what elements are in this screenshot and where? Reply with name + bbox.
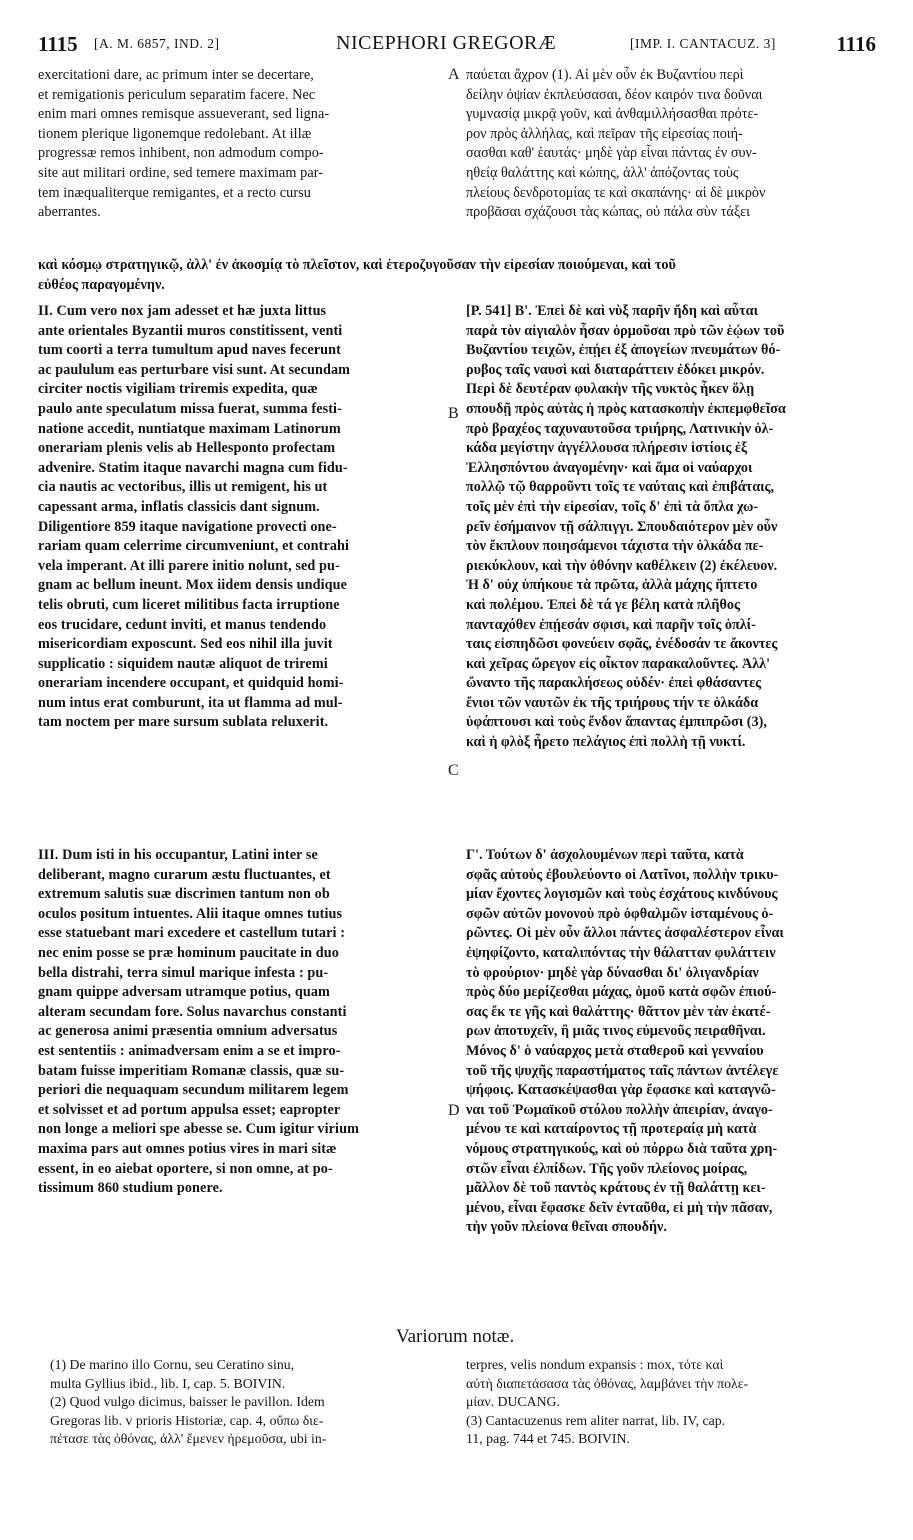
text-line: ρυβος ταῖς ναυσὶ καὶ διαταράττειν ἐδόκει μικρόν. [466, 361, 765, 378]
text-line: rariam quam celerrime circumveniunt, et contrahi [38, 538, 350, 555]
margin-marker-d: D [448, 1102, 460, 1119]
text-line: ἔνιοι τῶν ναυτῶν ἐκ τῆς τριήρους τήν τε ὁλκάδα [466, 694, 759, 711]
text-line: [P. 541] B'. Ἐπεὶ δὲ καὶ νὺξ παρῆν ἤδη καὶ αὗται [466, 303, 758, 319]
text-line: πρὸ βραχέος ταχυναυτοῦσα τριήρης, Λατινικὴν ὁλ- [466, 420, 774, 437]
running-title: NICEPHORI GREGORÆ [336, 32, 557, 54]
text-line: τὸν ἔκπλουν ποιησάμενοι τάχιστα τὴν ὁλκάδα πε- [466, 538, 764, 555]
text-line: Μόνος δ' ὁ ναύαρχος μετὰ σταθεροῦ καὶ γενναίου [466, 1042, 764, 1059]
text-line: ac paululum eas perturbare visi sunt. At secundam [38, 361, 351, 378]
text-line: ναι τοῦ Ῥωμαϊκοῦ στόλου πολλὴν ἀπειρίαν, ἀναγο- [466, 1101, 773, 1118]
text-line: μένου τε καὶ καταίροντος τῇ προτεραίᾳ μὴ κατὰ [466, 1121, 757, 1138]
text-line: τὸ φρούριον· μηδὲ γὰρ δύνασθαι δι' ὀλιγανδρίαν [466, 964, 759, 981]
text-line: πανταχόθεν ἐπῄεσάν σφισι, καὶ παρῆν τοῖς ὁπλί- [466, 616, 756, 633]
text-line: στῶν εἶναι ἐλπίδων. Τῆς γοῦν πλείονος μοίρας, [466, 1160, 748, 1177]
text-line: aberrantes. [38, 204, 101, 221]
text-line: μᾶλλον δὲ τοῦ παντὸς κράτους ἐν τῇ θαλάττῃ κει- [466, 1180, 766, 1197]
text-line: supplicatio : siquidem nautæ aliquot de triremi [38, 655, 328, 672]
text-line: misericordiam exposcunt. Sed eos nihil illa juvit [38, 636, 333, 653]
text-line: ρον πρὸς ἀλλήλας, καὶ πεῖραν τῆς εἰρεσίας ποιή- [466, 125, 743, 142]
right-chronology: [IMP. I. CANTACUZ. 3] [630, 36, 776, 51]
running-header [38, 32, 876, 66]
text-line: (1) De marino illo Cornu, seu Ceratino sinu, [50, 1357, 295, 1372]
greek-column-segment-1 [466, 66, 876, 223]
left-chronology: [A. M. 6857, IND. 2] [94, 36, 220, 51]
text-line: non longe a meliori spe abesse se. Cum igitur virium [38, 1121, 360, 1138]
text-line: σφᾶς αὐτοὺς ἐβουλεύοντο οἱ Λατῖνοι, πολλὴν τρικυ- [466, 866, 779, 883]
text-line: natione accedit, nuntiatque maximam Latinorum [38, 420, 341, 437]
text-line: est sententiis : animadversam enim a se et impro- [38, 1042, 341, 1059]
text-line: ταις εἰσπηδῶσι φονεύειν σφᾶς, ἐνέδοσάν τε ἄκοντες [466, 636, 778, 653]
text-line: nec enim posse se præ hominum paucitate in duo [38, 944, 339, 961]
text-line: ac generosa animi præsentia omnium adversatus [38, 1023, 338, 1040]
text-line: μίαν ἔχοντες λογισμῶν καὶ τοὺς ἐσχάτους κινδύνους [466, 886, 778, 903]
margin-marker-b: B [448, 405, 459, 422]
text-line: site aut militari ordine, sed temere maximam par- [38, 164, 324, 181]
text-line: telis obruti, cum liceret militibus facta irruptione [38, 596, 340, 613]
text-line: ρων ἀποτυχεῖν, ἢ μιᾶς τινος εὐμενοῦς πειραθῆναι. [466, 1023, 766, 1040]
text-line: eos trucidare, cedunt inviti, et manus tendendo [38, 616, 327, 633]
text-line: essent, in eo aiebat oportere, si non omne, at po- [38, 1160, 333, 1177]
text-line: extremum salutis suæ discrimen tantum non ob [38, 886, 330, 903]
text-line: III. Dum isti in his occupantur, Latini inter se [38, 847, 318, 863]
text-line: gnam ac bellum ineunt. Mox iidem densis undique [38, 577, 347, 594]
text-line: paulo ante speculatum missa fuerat, summa festi- [38, 400, 342, 417]
greek-section-3 [466, 846, 876, 1238]
notes-right-column [466, 1356, 886, 1449]
text-line: καὶ κόσμῳ στρατηγικῷ, ἀλλ' ἐν ἀκοσμίᾳ τὸ πλεῖστον, καὶ ἑτεροζυγοῦσαν τὴν εἰρεσίαν ποιούμεναι, καὶ τοῦ [38, 257, 676, 273]
text-line: καὶ ἡ φλὸξ ἦρετο πελάγιος ἐπὶ πολλὴ τῇ νυκτί. [466, 734, 746, 751]
text-line: Ἑλλησπόντου ἀναγομένην· καὶ ἅμα οἱ ναύαρχοι [466, 459, 753, 476]
text-line: πλείους δενδροτομίας τε καὶ σκαπάνης· αἱ δὲ μικρὸν [466, 184, 766, 201]
text-line: σπουδῇ πρὸς αὐτὰς ἡ πρὸς κατασκοπὴν ἐκπεμφθεῖσα [466, 400, 786, 417]
text-line: τοῦ τῆς ψυχῆς παραστήματος ταῖς πάντων ἀντέλεγε [466, 1062, 779, 1079]
text-line: μένου, εἶναι ἔφασκε δεῖν ἐνταῦθα, εἰ μὴ τὴν πᾶσαν, [466, 1199, 773, 1216]
text-line: Diligentiore 859 itaque navigatione provecti one- [38, 518, 337, 535]
text-line: Gregoras lib. v prioris Historiæ, cap. 4, οὔπω διε- [50, 1412, 324, 1428]
text-line: ριεκύκλουν, καὶ τὴν ὀθόνην καθέλκειν (2) ἐκέλευον. [466, 557, 778, 574]
text-line: periori die nequaquam secundum militarem legem [38, 1082, 349, 1099]
notes-heading: Variorum notæ. [396, 1326, 515, 1347]
text-line: exercitationi dare, ac primum inter se decertare, [38, 67, 314, 83]
text-line: ὤναντο τῆς παρακλήσεως οὐδέν· ἐπεὶ φθάσαντες [466, 675, 762, 692]
text-line: ὑφάπτουσι καὶ τοὺς ἔνδον ἅπαντας ἐμπιπρῶσι (3), [466, 714, 767, 731]
text-line: κάδα μεγίστην ἀγγέλλουσα πλήρεσιν ἱστίοις ἐξ [466, 440, 748, 457]
text-line: cia nautis ac vectoribus, illis ut remigent, his ut [38, 479, 328, 496]
text-line: terpres, velis nondum expansis : mox, τότε καὶ [466, 1357, 724, 1372]
greek-full-width-continuation [38, 256, 878, 295]
text-line: num intus erat comburunt, ita ut flamma ad mul- [38, 694, 343, 711]
text-line: τοῖς μὲν ἐπὶ τὴν εἰρεσίαν, τοῖς δ' ἐπὶ τὰ ὅπλα χω- [466, 498, 759, 515]
text-line: καὶ χεῖρας ὤρεγον εἰς οἶκτον παρακαλοῦντες. Ἀλλ' [466, 655, 771, 672]
right-page-number: 1116 [836, 32, 876, 56]
text-line: πρὸς δύο μερίζεσθαι μάχας, ὁμοῦ κατὰ σφῶν ἐπιού- [466, 984, 777, 1001]
text-line: Περὶ δὲ δευτέραν φυλακὴν τῆς νυκτὸς ἧκεν ὅλῃ [466, 381, 755, 398]
greek-section-2 [466, 302, 876, 753]
text-line: 11, pag. 744 et 745. BOIVIN. [466, 1431, 630, 1447]
text-line: νόμους στρατηγικούς, καὶ οὐ πόρρω διὰ ταῦτα χρη- [466, 1140, 778, 1157]
text-line: esse statuebant mari excedere et castellum tutari : [38, 925, 346, 942]
text-line: εὐθέος παραγομένην. [38, 276, 165, 293]
text-line: (2) Quod vulgo dicimus, baisser le pavillon. Idem [50, 1394, 325, 1410]
text-line: tionem plerique ligonemque redolebant. At illæ [38, 125, 312, 142]
text-line: Γ'. Τούτων δ' ἀσχολουμένων περὶ ταῦτα, κατὰ [466, 847, 744, 863]
text-line: ρῶντες. Οἱ μὲν οὖν ἄλλοι πάντες ἀσφαλέστερον εἶναι [466, 925, 784, 942]
notes-left-column [50, 1356, 458, 1449]
text-line: tissimum 860 studium ponere. [38, 1180, 223, 1197]
text-line: ἐψηφίζοντο, καταλιπόντας τὴν θάλατταν φυλάττειν [466, 944, 776, 961]
text-line: advenire. Statim itaque navarchi magna cum fidu- [38, 459, 348, 476]
margin-marker-c: C [448, 762, 459, 779]
text-line: circiter noctis vigiliam triremis expedita, quæ [38, 381, 318, 398]
text-line: σασθαι καθ' ἑαυτάς· μηδὲ γὰρ εἶναι πάντας ἐν συν- [466, 145, 757, 162]
text-line: παρὰ τὸν αἰγιαλὸν ἦσαν ὁρμοῦσαι πρὸ τῶν ἑῴων τοῦ [466, 322, 785, 339]
text-line: progressæ remos inhibent, non admodum compo- [38, 145, 324, 162]
text-line: deliberant, magno curarum æstu fluctuantes, et [38, 866, 331, 883]
text-line: παύεται ἄχρον (1). Αἱ μὲν οὖν ἐκ Βυζαντίου περὶ [466, 67, 744, 83]
text-line: γυμνασίᾳ μικρᾷ γοῦν, καὶ ἀνθαμιλλήσασθαι πρότε- [466, 106, 759, 123]
text-line: tam noctem per mare sursum sublata reluxerit. [38, 714, 329, 731]
text-line: capessant arma, inflatis classicis dant signum. [38, 498, 320, 515]
text-line: σφῶν αὐτῶν μονονοὺ πρὸ ὀφθαλμῶν ἱσταμένους ὁ- [466, 905, 774, 922]
text-line: πολλῷ τῷ θαρροῦντι τοῖς τε ναύταις καὶ ἐπιβάταις, [466, 479, 775, 496]
text-line: onerariam incendere occupant, et quidquid homi- [38, 675, 344, 692]
text-line: Βυζαντίου τειχῶν, ἐπῄει ἐξ ἀπογείων πνευμάτων θό- [466, 342, 781, 359]
latin-column-segment-1 [38, 66, 446, 223]
text-line: et remigationis periculum separatim facere. Nec [38, 86, 316, 103]
text-line: gnam quippe adversam utramque potius, quam [38, 984, 330, 1001]
text-line: alteram secundam fore. Solus navarchus constanti [38, 1003, 347, 1020]
text-line: enim mari omnes remisque assueverant, sed ligna- [38, 106, 330, 123]
text-line: bella distrahi, terra simul marique infesta : pu- [38, 964, 329, 981]
text-line: πέτασε τὰς ὀθόνας, ἀλλ' ἔμενεν ἠρεμοῦσα, ubi in- [50, 1431, 327, 1447]
text-line: προβᾶσαι σχάζουσι τὰς κώπας, οὐ πάλα σὺν τάξει [466, 204, 750, 221]
text-line: ρεῖν ἐσήμαινον τῇ σάλπιγγι. Σπουδαιότερον μὲν οὖν [466, 518, 778, 535]
text-line: onerariam plenis velis ab Hellesponto profectam [38, 440, 336, 457]
text-line: σας ἔκ τε γῆς καὶ θαλάττης· θᾶττον μὲν τὰν ἑκατέ- [466, 1003, 771, 1020]
text-line: αὐτὴ διαπετάσασα τὰς ὀθόνας, λαμβάνει τὴν πολε- [466, 1375, 749, 1391]
text-line: vela imperant. At illi parere initio nolunt, sed pu- [38, 557, 340, 574]
text-line: δείλην ὀψίαν ἐκπλεύσασαι, δέον καιρόν τινα δοῦναι [466, 86, 763, 103]
left-page-number: 1115 [38, 32, 78, 56]
text-line: multa Gyllius ibid., lib. I, cap. 5. BOIVIN. [50, 1375, 286, 1391]
text-line: II. Cum vero nox jam adesset et hæ juxta littus [38, 303, 327, 319]
text-line: ηθείᾳ θαλάττης καὶ κώπης, ἀλλ' ἀπόζοντας τοὺς [466, 164, 739, 181]
text-line: tem inæqualiterque remigantes, et a recto cursu [38, 184, 311, 201]
text-line: Ἡ δ' οὐχ ὑπήκουε τὰ πρῶτα, ἀλλὰ μάχης ἥπτετο [466, 577, 758, 594]
text-line: batam fuisse imperitiam Romanæ classis, quæ su- [38, 1062, 345, 1079]
text-line: ψήφοις. Κατασκέψασθαι γὰρ ἔφασκε καὶ καταγνῶ- [466, 1082, 776, 1099]
text-line: ante orientales Byzantii muros constitissent, venti [38, 322, 343, 339]
margin-marker-a: A [448, 66, 460, 83]
text-line: maxima pars aut omnes potius vires in mari sitæ [38, 1140, 337, 1157]
latin-section-3 [38, 846, 446, 1199]
text-line: (3) Cantacuzenus rem aliter narrat, lib. IV, cap. [466, 1412, 726, 1428]
text-line: oculos positum intuentes. Alii itaque omnes tutius [38, 905, 343, 922]
text-line: tum coorti a terra tumultum apud naves fecerunt [38, 342, 341, 359]
latin-section-2 [38, 302, 446, 733]
text-line: τὴν γοῦν πλείονα θεῖναι σπουδήν. [466, 1219, 667, 1236]
text-line: μίαν. DUCANG. [466, 1394, 560, 1410]
text-line: et solvisset et ad portum appulsa esset; eapropter [38, 1101, 341, 1118]
text-line: καὶ πολέμου. Ἐπεὶ δὲ τά γε βέλη κατὰ πλῆθος [466, 596, 740, 613]
